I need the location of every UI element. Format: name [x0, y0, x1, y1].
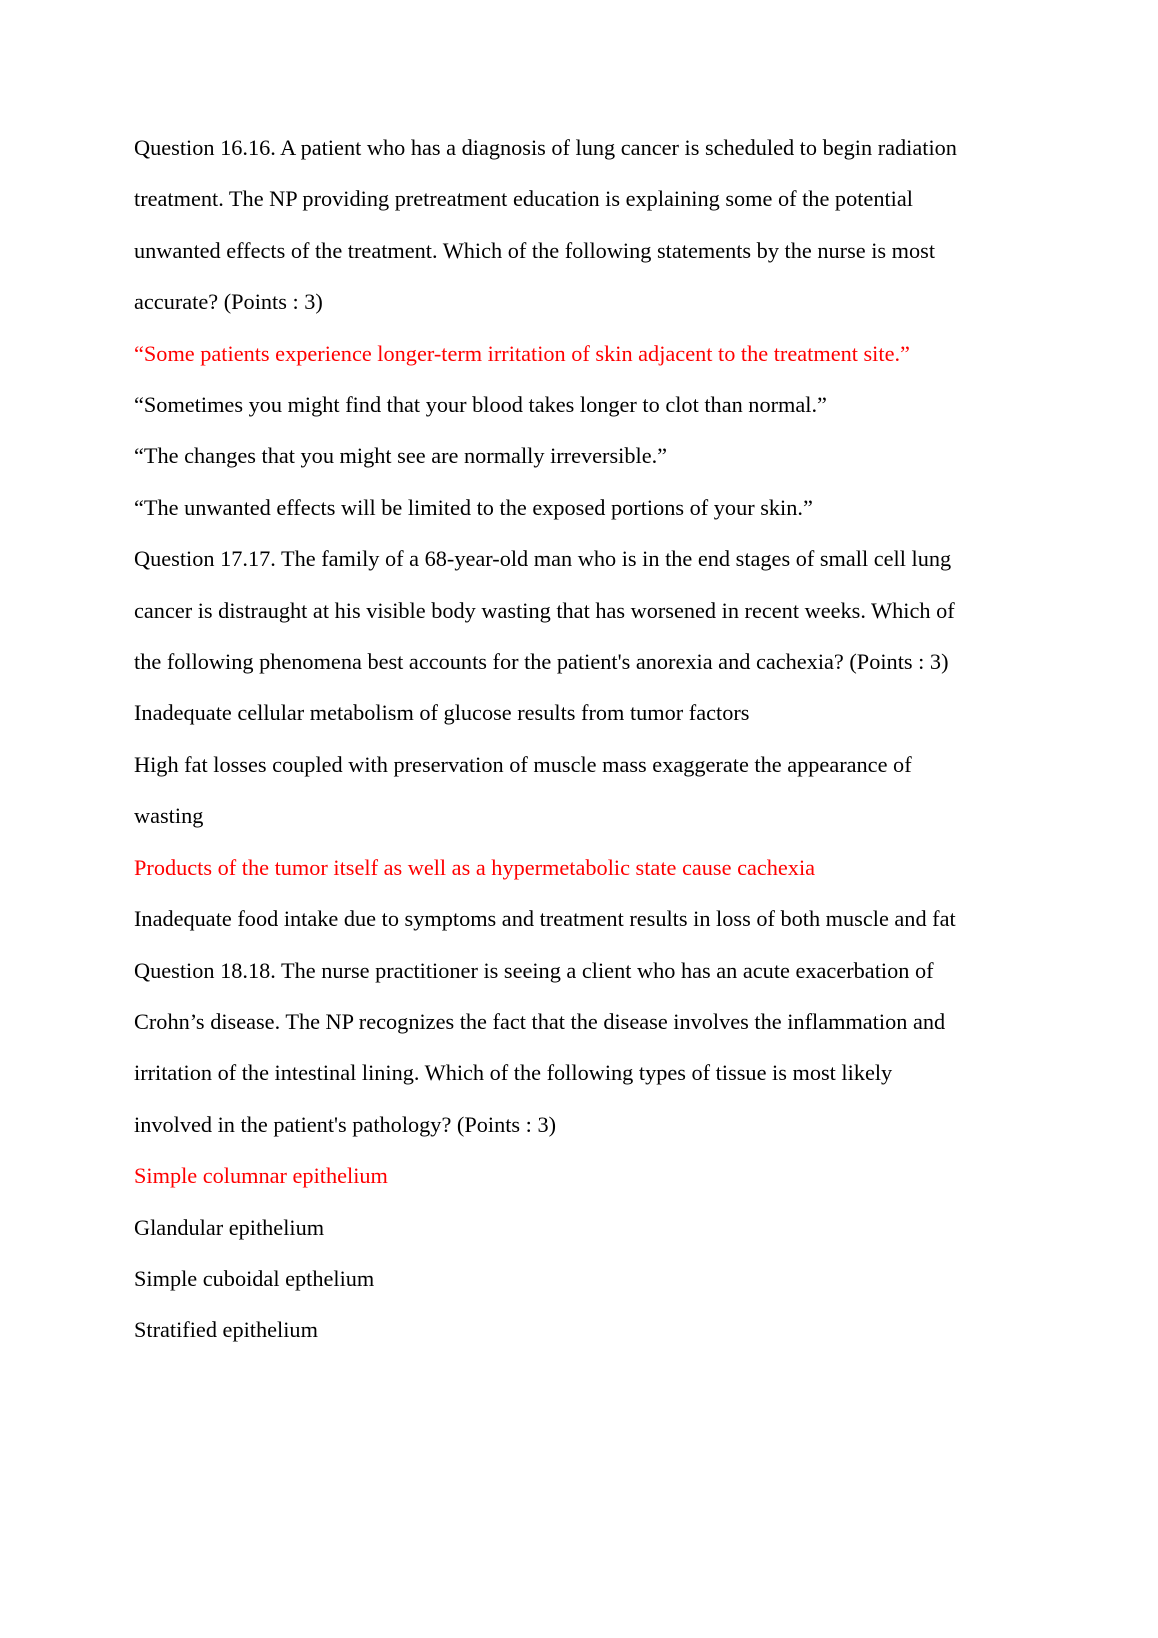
question-17-option-1: Inadequate cellular metabolism of glucose results from tumor factors [134, 700, 750, 726]
question-17-option-4: Inadequate food intake due to symptoms and treatment results in loss of both muscle and fat [134, 906, 956, 932]
question-17 [134, 533, 968, 944]
question-17-stem: Question 17.17. The family of a 68-year-old man who is in the end stages of small cell lung cancer is distraught at his visible body wasting that has worsened in recent weeks. Which of the following phenomena best accounts for the patient's anorexia and cachexia? (Points : 3) [134, 546, 955, 675]
question-16-option-2: “Sometimes you might find that your blood takes longer to clot than normal.” [134, 392, 827, 418]
question-16-option-4: “The unwanted effects will be limited to the exposed portions of your skin.” [134, 494, 813, 520]
question-16-stem: Question 16.16. A patient who has a diagnosis of lung cancer is scheduled to begin radiation treatment. The NP providing pretreatment education is explaining some of the potential unwanted effects of the treatment. Which of the following statements by the nurse is most accurate? (Points : 3) [134, 135, 957, 315]
question-17-option-3: Products of the tumor itself as well as a hypermetabolic state cause cachexia [134, 854, 816, 880]
question-18-option-4: Stratified epithelium [134, 1317, 318, 1343]
question-17-option-2: High fat losses coupled with preservation of muscle mass exaggerate the appearance of wasting [134, 751, 912, 829]
question-16-option-3: “The changes that you might see are normally irreversible.” [134, 443, 668, 469]
question-18 [134, 945, 968, 1356]
question-18-stem: Question 18.18. The nurse practitioner is seeing a client who has an acute exacerbation of Crohn’s disease. The NP recognizes the fact that the disease involves the inflammation and irritation of the intestinal lining. Which of the following types of tissue is most likely involved in the patient's pathology? (Points : 3) [134, 957, 946, 1137]
question-16-option-1: “Some patients experience longer-term irritation of skin adjacent to the treatment site.” [134, 340, 910, 366]
question-18-option-3: Simple cuboidal epthelium [134, 1265, 375, 1291]
question-18-option-2: Glandular epithelium [134, 1214, 325, 1240]
document-content [134, 122, 968, 1356]
question-18-option-1: Simple columnar epithelium [134, 1163, 388, 1189]
question-16 [134, 122, 968, 533]
